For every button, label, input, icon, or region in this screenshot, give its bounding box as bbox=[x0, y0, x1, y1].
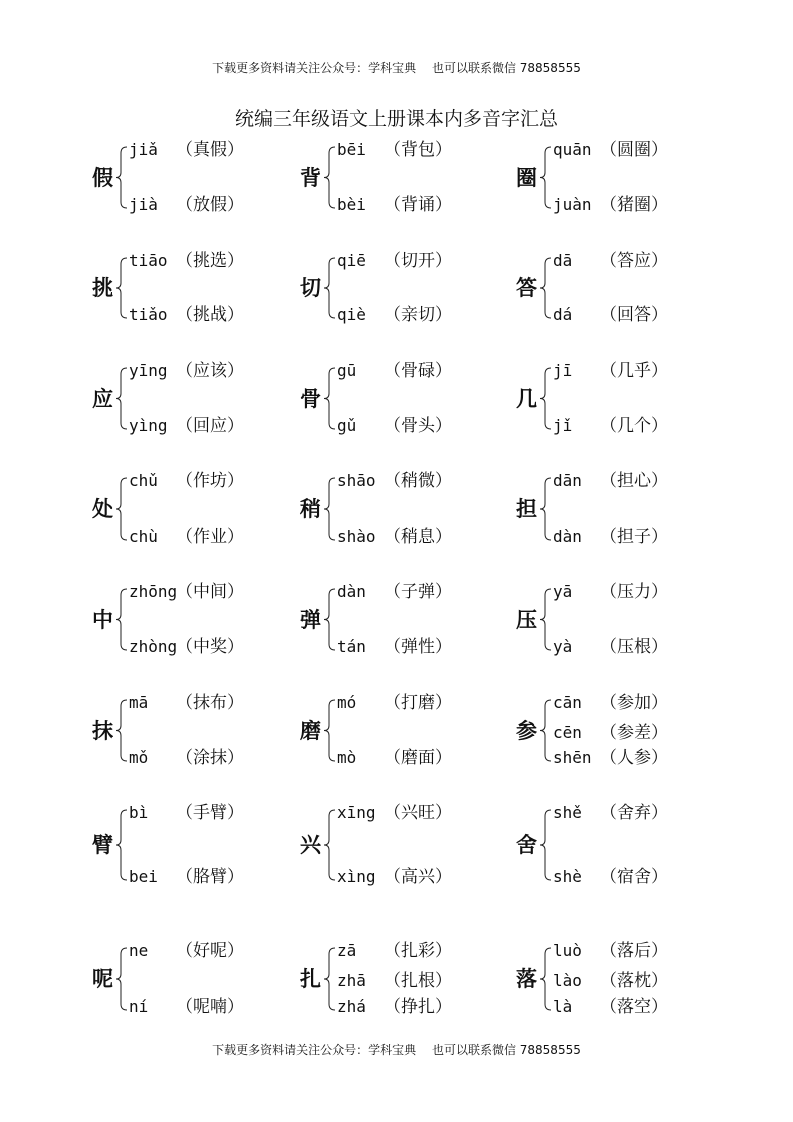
example-word: （打磨） bbox=[384, 693, 452, 713]
pinyin: zhā bbox=[337, 971, 366, 990]
example-word: （骨头） bbox=[384, 416, 452, 436]
pinyin: dá bbox=[553, 305, 573, 324]
pinyin: ne bbox=[129, 941, 149, 960]
pinyin: quān bbox=[553, 140, 592, 159]
character: 假 bbox=[92, 164, 113, 190]
brace-icon bbox=[540, 477, 552, 541]
example-word: （切开） bbox=[384, 251, 452, 271]
example-word: （作坊） bbox=[176, 471, 244, 491]
example-word: （稍息） bbox=[384, 527, 452, 547]
brace-icon bbox=[324, 809, 336, 881]
character: 臂 bbox=[92, 832, 113, 857]
pinyin: yìng bbox=[129, 416, 168, 435]
brace-icon bbox=[116, 588, 128, 651]
example-word: （背包） bbox=[384, 140, 452, 160]
brace-icon bbox=[540, 809, 552, 881]
example-word: （参加） bbox=[600, 693, 668, 713]
example-word: （压力） bbox=[600, 582, 668, 602]
character: 处 bbox=[92, 496, 113, 521]
brace-icon bbox=[116, 477, 128, 541]
brace-icon bbox=[116, 809, 128, 881]
brace-icon bbox=[324, 947, 336, 1011]
example-word: （落枕） bbox=[600, 971, 668, 991]
character: 磨 bbox=[300, 717, 321, 743]
pinyin: tiāo bbox=[129, 251, 168, 270]
pinyin: shě bbox=[553, 803, 582, 822]
pinyin: gǔ bbox=[337, 416, 357, 435]
character: 切 bbox=[300, 275, 321, 300]
example-word: （扎彩） bbox=[384, 941, 452, 961]
character: 兴 bbox=[300, 832, 321, 857]
example-word: （应该） bbox=[176, 361, 244, 381]
pinyin: là bbox=[553, 997, 573, 1016]
pinyin: bei bbox=[129, 867, 158, 886]
example-word: （扎根） bbox=[384, 971, 452, 991]
brace-icon bbox=[324, 257, 336, 319]
pinyin: jī bbox=[553, 361, 573, 380]
pinyin: cēn bbox=[553, 722, 582, 742]
character: 挑 bbox=[92, 275, 113, 300]
pinyin: dān bbox=[553, 471, 582, 490]
character: 稍 bbox=[300, 496, 321, 521]
pinyin: mó bbox=[337, 693, 357, 712]
pinyin: xīng bbox=[337, 803, 376, 822]
pinyin: chǔ bbox=[129, 471, 158, 490]
brace-icon bbox=[540, 947, 552, 1011]
pinyin: zā bbox=[337, 941, 357, 960]
brace-icon bbox=[116, 947, 128, 1011]
pinyin: bèi bbox=[337, 195, 366, 214]
example-word: （中奖） bbox=[176, 637, 244, 657]
pinyin: zhòng bbox=[129, 637, 178, 656]
pinyin: yà bbox=[553, 637, 573, 656]
example-word: （挑选） bbox=[176, 251, 244, 271]
pinyin: qiè bbox=[337, 305, 366, 324]
brace-icon bbox=[540, 367, 552, 430]
character: 扎 bbox=[300, 966, 321, 991]
pinyin: shè bbox=[553, 867, 582, 886]
character: 舍 bbox=[516, 832, 537, 857]
character: 参 bbox=[516, 717, 537, 743]
pinyin: shào bbox=[337, 527, 376, 546]
example-word: （几乎） bbox=[600, 361, 668, 381]
character: 圈 bbox=[516, 164, 537, 190]
example-word: （子弹） bbox=[384, 582, 452, 602]
example-word: （答应） bbox=[600, 251, 668, 271]
example-word: （落后） bbox=[600, 941, 668, 961]
brace-icon bbox=[540, 257, 552, 319]
pinyin: yā bbox=[553, 582, 573, 601]
pinyin: dā bbox=[553, 251, 573, 270]
example-word: （真假） bbox=[176, 140, 244, 160]
example-word: （落空） bbox=[600, 997, 668, 1017]
brace-icon bbox=[116, 257, 128, 319]
pinyin: tiǎo bbox=[129, 305, 168, 324]
example-word: （挣扎） bbox=[384, 997, 452, 1017]
character: 担 bbox=[516, 496, 537, 521]
pinyin: jiǎ bbox=[129, 140, 158, 159]
example-word: （弹性） bbox=[384, 637, 452, 657]
example-word: （压根） bbox=[600, 637, 668, 657]
pinyin: xìng bbox=[337, 867, 376, 886]
brace-icon bbox=[324, 477, 336, 541]
example-word: （高兴） bbox=[384, 867, 452, 887]
example-word: （中间） bbox=[176, 582, 244, 602]
pinyin: bēi bbox=[337, 140, 366, 159]
example-word: （担心） bbox=[600, 471, 668, 491]
pinyin: zhá bbox=[337, 997, 366, 1016]
example-word: （抹布） bbox=[176, 693, 244, 713]
character: 背 bbox=[300, 164, 321, 190]
page-title: 统编三年级语文上册课本内多音字汇总 bbox=[234, 108, 558, 130]
example-word: （骨碌） bbox=[384, 361, 452, 381]
character: 呢 bbox=[92, 966, 113, 991]
example-word: （兴旺） bbox=[384, 803, 452, 823]
pinyin: gū bbox=[337, 361, 357, 380]
character: 压 bbox=[516, 606, 537, 632]
example-word: （背诵） bbox=[384, 195, 452, 215]
character: 应 bbox=[92, 385, 113, 411]
brace-icon bbox=[324, 699, 336, 762]
example-word: （好呢） bbox=[176, 941, 244, 961]
brace-icon bbox=[116, 699, 128, 762]
character: 中 bbox=[92, 606, 113, 632]
page-footer: 下载更多资料请关注公众号：学科宝典 也可以联系微信 78858555 bbox=[212, 1043, 581, 1057]
pinyin: dàn bbox=[337, 582, 366, 601]
example-word: （亲切） bbox=[384, 305, 452, 325]
pinyin: shāo bbox=[337, 471, 376, 490]
character: 落 bbox=[516, 966, 537, 991]
pinyin: shēn bbox=[553, 748, 592, 767]
brace-icon bbox=[324, 367, 336, 430]
example-word: （放假） bbox=[176, 195, 244, 215]
brace-icon bbox=[324, 146, 336, 209]
example-word: （参差） bbox=[600, 722, 668, 743]
example-word: （圆圈） bbox=[600, 140, 668, 160]
pinyin: jǐ bbox=[553, 416, 573, 435]
example-word: （稍微） bbox=[384, 471, 452, 491]
pinyin: mò bbox=[337, 748, 357, 767]
character: 抹 bbox=[92, 717, 113, 743]
pinyin: zhōng bbox=[129, 582, 178, 601]
pinyin: dàn bbox=[553, 527, 582, 546]
brace-icon bbox=[116, 146, 128, 209]
brace-icon bbox=[540, 588, 552, 651]
example-word: （担子） bbox=[600, 527, 668, 547]
pinyin: luò bbox=[553, 941, 582, 960]
example-word: （胳臂） bbox=[176, 867, 244, 887]
example-word: （几个） bbox=[600, 416, 668, 436]
example-word: （回答） bbox=[600, 305, 668, 325]
pinyin: bì bbox=[129, 803, 149, 822]
example-word: （人参） bbox=[600, 748, 668, 768]
pinyin: yīng bbox=[129, 361, 168, 380]
pinyin: lào bbox=[553, 971, 582, 990]
pinyin: ní bbox=[129, 997, 149, 1016]
example-word: （涂抹） bbox=[176, 748, 244, 768]
brace-icon bbox=[540, 146, 552, 209]
pinyin: chù bbox=[129, 527, 158, 546]
brace-icon bbox=[540, 699, 552, 762]
pinyin: mā bbox=[129, 693, 149, 712]
example-word: （回应） bbox=[176, 416, 244, 436]
character: 骨 bbox=[300, 385, 321, 411]
example-word: （挑战） bbox=[176, 305, 244, 325]
pinyin: jià bbox=[129, 195, 158, 214]
pinyin: mǒ bbox=[129, 748, 149, 767]
page-header: 下载更多资料请关注公众号：学科宝典 也可以联系微信 78858555 bbox=[212, 61, 581, 75]
brace-icon bbox=[324, 588, 336, 651]
example-word: （猪圈） bbox=[600, 195, 668, 215]
pinyin: cān bbox=[553, 693, 582, 712]
example-word: （作业） bbox=[176, 527, 244, 547]
example-word: （舍弃） bbox=[600, 803, 668, 823]
character: 弹 bbox=[300, 606, 321, 632]
brace-icon bbox=[116, 367, 128, 430]
example-word: （宿舍） bbox=[600, 867, 668, 887]
character: 几 bbox=[516, 385, 537, 411]
pinyin: tán bbox=[337, 637, 366, 656]
example-word: （磨面） bbox=[384, 748, 452, 768]
example-word: （手臂） bbox=[176, 803, 244, 823]
pinyin: qiē bbox=[337, 251, 366, 270]
example-word: （呢喃） bbox=[176, 997, 244, 1017]
pinyin: juàn bbox=[553, 195, 592, 214]
character: 答 bbox=[516, 275, 537, 300]
